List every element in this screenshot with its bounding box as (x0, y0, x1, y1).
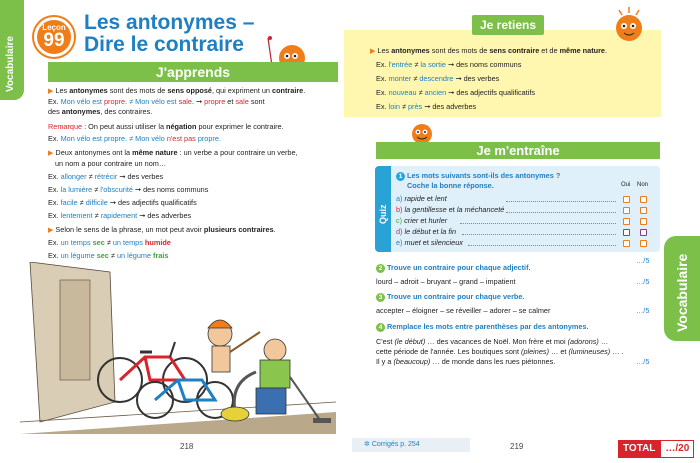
page-title (84, 12, 254, 56)
gear-icon: ✲ (364, 441, 372, 448)
rule-paragraph-3: ▶ Selon le sens de la phrase, un mot peut avoir plusieurs contraires. (48, 225, 276, 234)
exercise-number-1: 1 (396, 172, 405, 181)
checkbox-d-oui[interactable] (623, 229, 630, 236)
quiz-item-c: c) crier et hurler (396, 216, 448, 225)
illustration-bikes-vacuum (20, 262, 336, 434)
total-score (618, 438, 694, 456)
lesson-badge (34, 17, 74, 57)
total-value: …/20 (660, 440, 694, 458)
mascot-idea-icon (605, 4, 653, 46)
exercise-4-score: …/5 (636, 357, 650, 366)
example-5: Ex. facile ≠ difficile ➞ des adjectifs qualificatifs (48, 198, 197, 207)
section-tab-right-label: Vocabulaire (674, 253, 690, 332)
remark: Remarque : On peut aussi utiliser la négation pour exprimer le contraire. (48, 122, 284, 131)
checkbox-e-non[interactable] (640, 240, 647, 247)
rule-paragraph-2: ▶ Deux antonymes ont la même nature : un verbe a pour contraire un verbe, un nom a pour contraire un nom… (48, 148, 298, 169)
example-3: Ex. allonger ≠ rétrécir ➞ des verbes (48, 172, 164, 181)
exercise-3-words: accepter – éloigner – se réveiller – adorer – se calmer (376, 306, 551, 315)
lesson-number: 99 (43, 30, 65, 51)
quiz-tab: Quiz (375, 166, 391, 252)
quiz-non-header: Non (637, 182, 649, 188)
bullet-icon: ▶ (48, 88, 54, 95)
retiens-example-3: Ex. nouveau ≠ ancien ➞ des adjectifs qualificatifs (376, 88, 536, 97)
retiens-example-2: Ex. monter ≠ descendre ➞ des verbes (376, 74, 500, 83)
example-6: Ex. lentement ≠ rapidement ➞ des adverbes (48, 211, 192, 220)
quiz-item-e: e) muet et silencieux (396, 238, 463, 247)
quiz-score: …/5 (636, 256, 650, 265)
page-number-right: 219 (510, 442, 524, 451)
checkbox-a-oui[interactable] (623, 196, 630, 203)
checkbox-a-non[interactable] (640, 196, 647, 203)
bullet-icon: ▶ (48, 227, 54, 234)
lesson-label: Leçon (42, 23, 66, 32)
corriges-link[interactable]: ✲ Corrigés p. 254 (352, 438, 470, 452)
exercise-3-question: 3 Trouve un contraire pour chaque verbe. (376, 292, 524, 302)
section-tab-right (664, 236, 700, 341)
checkbox-e-oui[interactable] (623, 240, 630, 247)
total-label: TOTAL (618, 440, 660, 458)
je-mentraine-banner: Je m'entraîne (376, 142, 660, 159)
exercise-2-score: …/5 (636, 277, 650, 286)
title-line-2: Dire le contraire (84, 33, 244, 56)
quiz-item-d: d) le début et la fin (396, 227, 457, 236)
example-4: Ex. la lumière ≠ l'obscurité ➞ des noms communs (48, 185, 209, 194)
example-2: Ex. Mon vélo est propre. ≠ Mon vélo n'est pas propre. (48, 134, 221, 143)
quiz-oui-header: Oui (621, 182, 631, 188)
checkbox-c-oui[interactable] (623, 218, 630, 225)
checkbox-b-oui[interactable] (623, 207, 630, 214)
section-tab-label: Vocabulaire (5, 36, 16, 92)
checkbox-c-non[interactable] (640, 218, 647, 225)
retiens-example-4: Ex. loin ≠ près ➞ des adverbes (376, 102, 477, 111)
example-8: Ex. un légume sec ≠ un légume frais (48, 251, 169, 260)
checkbox-b-non[interactable] (640, 207, 647, 214)
japprends-banner: J'apprends (48, 62, 338, 82)
exercise-2-question: 2 Trouve un contraire pour chaque adjectif. (376, 263, 531, 273)
title-line-1: Les antonymes – (84, 11, 255, 34)
rule-paragraph-1: ▶ Les antonymes sont des mots de sens opposé, qui expriment un contraire. (48, 86, 306, 95)
exercise-4-text: C'est (le début) … des vacances de Noël. Mon frère et moi (adorons) … cette période de l'année. Les boutiques sont (pleines) … et (lumineuses) … . Il y a (beaucoup) … de monde dans les rues piétonnes. (376, 337, 624, 367)
je-retiens-title: Je retiens (472, 15, 544, 35)
exercise-number-4: 4 (376, 323, 385, 332)
retiens-example-1: Ex. l'entrée ≠ la sortie ➞ des noms communs (376, 60, 522, 69)
exercise-2-words: lourd – adroit – bruyant – grand – impatient (376, 277, 516, 286)
bullet-icon: ▶ (48, 150, 54, 157)
checkbox-d-non[interactable] (640, 229, 647, 236)
page-number-left: 218 (180, 442, 194, 451)
section-tab-left (0, 0, 24, 100)
exercise-4-question: 4 Remplace les mots entre parenthèses par des antonymes. (376, 322, 589, 332)
exercise-number-3: 3 (376, 293, 385, 302)
quiz-item-a: a) rapide et lent (396, 194, 447, 203)
quiz-item-b: b) la gentillesse et la méchanceté (396, 205, 505, 214)
bullet-icon: ▶ (370, 48, 376, 55)
example-1: Ex. Mon vélo est propre. ≠ Mon vélo est sale. ➞ propre et sale sont des antonymes, des contraires. (48, 97, 265, 117)
exercise-3-score: …/5 (636, 306, 650, 315)
example-7: Ex. un temps sec ≠ un temps humide (48, 238, 171, 247)
quiz-question: 1 Les mots suivants sont-ils des antonymes ? Coche la bonne réponse. (396, 171, 616, 191)
retiens-rule: ▶ Les antonymes sont des mots de sens contraire et de même nature. (370, 46, 608, 55)
exercise-number-2: 2 (376, 264, 385, 273)
